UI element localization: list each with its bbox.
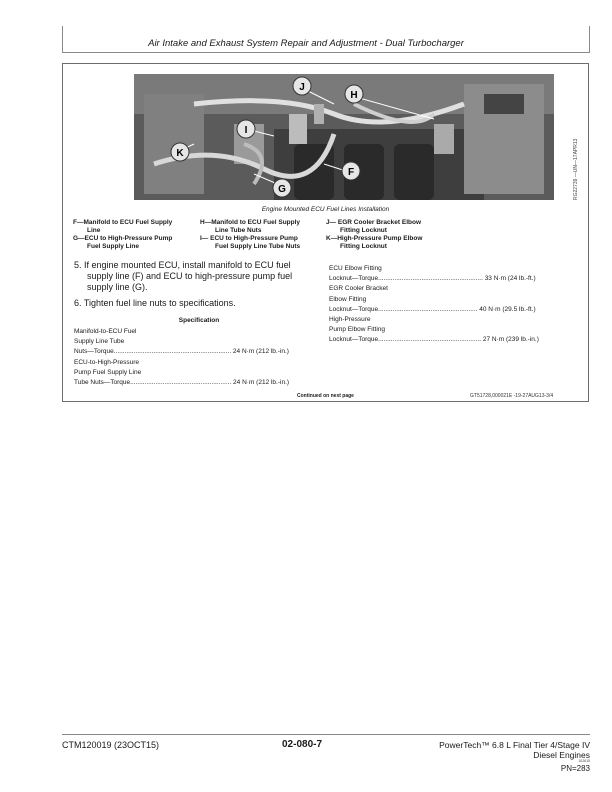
footer-rule — [62, 734, 590, 735]
spec-line: Nuts—Torque................................................................. 24 N·m (212 lb.-in.) — [74, 348, 289, 356]
spec-line: Locknut—Torque......................................................... 27 N·m (239 lb.-in.) — [329, 336, 539, 344]
legend-item: Fitting Locknut — [340, 227, 387, 234]
step-5-line: supply line (F) and ECU to high-pressure pump fuel — [87, 271, 293, 281]
spec-line: ECU-to-High-Pressure — [74, 358, 140, 366]
legend-item: K—High-Pressure Pump Elbow — [326, 235, 423, 242]
legend-col-3 — [326, 219, 452, 251]
callout-f: F — [347, 167, 355, 178]
legend-col-2 — [200, 219, 326, 251]
legend-item: Line Tube Nuts — [215, 227, 262, 234]
page-header-title: Air Intake and Exhaust System Repair and Adjustment - Dual Turbocharger — [148, 38, 464, 49]
footer-pn: PN=283 — [560, 764, 590, 773]
spec-heading: Specification — [178, 317, 220, 324]
legend-item: Line — [87, 227, 101, 234]
spec-line: Manifold-to-ECU Fuel — [74, 328, 137, 335]
header-rule — [62, 52, 590, 53]
footer-page-number: 02-080-7 — [282, 739, 323, 750]
spec-line: Locknut—Torque.......................................................... 33 N·m (24 lb.-ft.) — [329, 275, 536, 283]
legend-item: I— ECU to High-Pressure Pump — [200, 235, 298, 242]
footer-date-code: 102615 — [578, 759, 590, 763]
legend-col-1 — [73, 219, 199, 251]
doc-reference: GT51728,000021E -19-27AUG13-3/4 — [470, 393, 554, 399]
legend-item: F—Manifold to ECU Fuel Supply — [73, 219, 173, 226]
spec-line: ECU Elbow Fitting — [329, 265, 382, 272]
legend-item: Fuel Supply Line Tube Nuts — [215, 243, 301, 250]
spec-right — [329, 264, 575, 346]
spec-line: EGR Cooler Bracket — [329, 285, 388, 293]
step-5-line: supply line (G). — [87, 282, 148, 292]
legend-item: G—ECU to High-Pressure Pump — [73, 235, 173, 242]
legend-item: H—Manifold to ECU Fuel Supply — [200, 219, 301, 226]
callout-i: I — [244, 125, 248, 136]
footer-product-sub: Diesel Engines — [533, 750, 590, 760]
callout-j: J — [299, 82, 305, 93]
figure-id: RG22739 —UN—17APR13 — [573, 138, 579, 200]
continued-note: Continued on next page — [297, 393, 354, 399]
footer-product: PowerTech™ 6.8 L Final Tier 4/Stage IV — [439, 740, 590, 750]
spec-line: Locknut—Torque....................................................... 40 N·m (29.5 lb.-ft.) — [329, 305, 536, 313]
legend-item: J— EGR Cooler Bracket Elbow — [326, 219, 421, 226]
spec-line: Tube Nuts—Torque........................................................ 24 N·m (212 lb.-in.) — [74, 379, 290, 387]
callout-g: G — [278, 184, 286, 195]
footer-doc-id: CTM120019 (23OCT15) — [62, 740, 160, 750]
legend-item: Fuel Supply Line — [87, 243, 140, 250]
legend-item: Fitting Locknut — [340, 243, 387, 250]
spec-line: Supply Line Tube — [74, 338, 125, 346]
engine-photo — [134, 74, 554, 200]
spec-left — [74, 327, 324, 388]
callout-k: K — [176, 148, 184, 159]
step-6: 6. Tighten fuel line nuts to specifications. — [74, 298, 236, 308]
spec-line: Elbow Fitting — [329, 295, 367, 303]
step-5-line: 5. If engine mounted ECU, install manifold to ECU fuel — [74, 260, 291, 270]
figure-caption: Engine Mounted ECU Fuel Lines Installation — [261, 206, 390, 213]
callout-h: H — [350, 90, 358, 101]
spec-line: High-Pressure — [329, 316, 371, 324]
step-5 — [74, 260, 324, 293]
spec-line: Pump Fuel Supply Line — [74, 368, 142, 376]
spec-line: Pump Elbow Fitting — [329, 326, 385, 334]
